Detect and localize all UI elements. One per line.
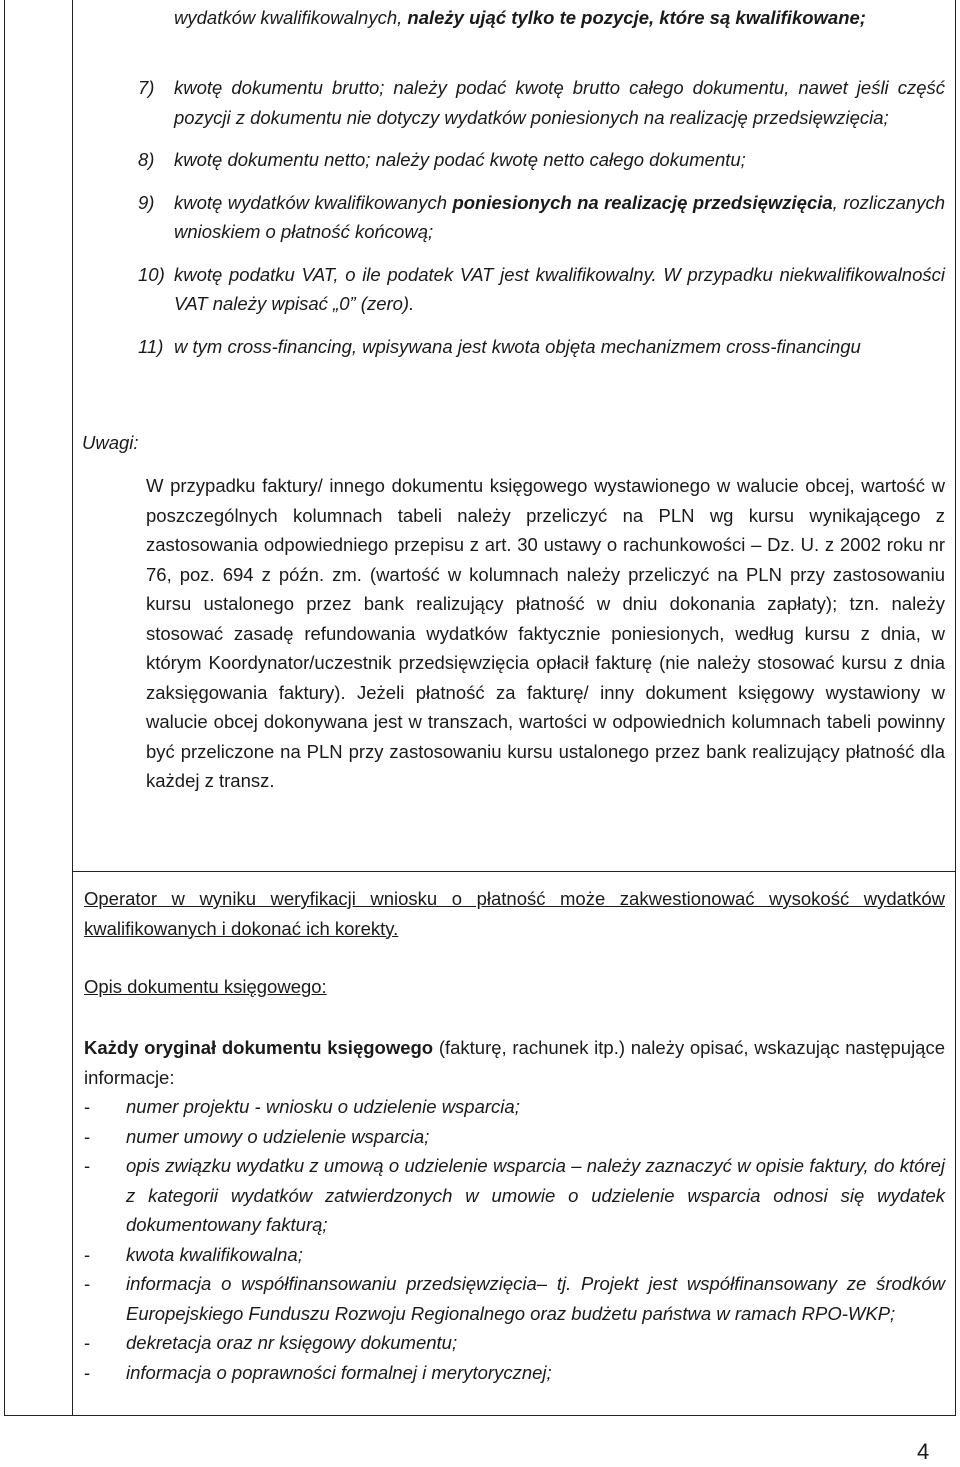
info-item-text: numer umowy o udzielenie wsparcia; [126,1125,430,1147]
list-item-text: w tym cross-financing, wpisywana jest kwota objęta mechanizmem cross-financingu [174,335,861,357]
list-item-text: kwotę dokumentu netto; należy podać kwotę netto całego dokumentu; [174,149,746,170]
list-item-number: 9) [138,191,155,213]
dash-bullet: ‐ [84,1155,91,1176]
list-item-number: 10) [138,263,165,285]
info-item [84,1240,945,1270]
list-item-text-c: , rozliczanych wnioskiem o płatność końcową; [174,191,946,242]
list-item [138,332,945,362]
uwagi-label: Uwagi: [82,432,139,453]
info-item-text: kwota kwalifikowalna; [126,1243,303,1265]
intro-rest: (fakturę, rachunek itp.) należy opisać, wskazując następujące informacje: [84,1037,946,1088]
info-item [84,1328,945,1358]
list-item [138,188,945,247]
currency-note: W przypadku faktury/ innego dokumentu księgowego wystawionego w walucie obcej, wartość w poszczególnych kolumnach tabeli należy przeliczyć na PLN wg kursu wynikającego z zastosowania odpowiedniego przepisu z art. 30 ustawy o rachunkowości – Dz. U. z 2002 roku nr 76, poz. 694 z późn. zm. (wartość w kolumnach należy przeliczyć na PLN przy zastosowaniu kursu ustalonego przez bank realizujący płatność w dniu dokonania zapłaty); tzn. należy stosować zasadę refundowania wydatków faktycznie poniesionych, według kursu z dnia, w którym Koordynator/uczestnik przedsięwzięcia opłacił fakturę (nie należy stosować kursu z dnia zaksięgowania faktury). Jeżeli płatność za fakturę/ inny dokument księgowy wystawiony w walucie obcej dokonywana jest w transzach, wartości w odpowiednich kolumnach tabeli powinny być przeliczone na PLN przy zastosowaniu kursu ustalonego przez bank realizujący płatność dla każdej z transz. [146,475,945,791]
info-item-text: informacja o współfinansowaniu przedsięwzięcia– tj. Projekt jest współfinansowany ze środków Europejskiego Funduszu Rozwoju Regionalnego oraz budżetu państwa w ramach RPO-WKP; [126,1273,945,1324]
dash-bullet: ‐ [84,1273,91,1294]
intro-paragraph [84,1033,945,1092]
row-divider [72,871,956,872]
list-item-text-bold: poniesionych na realizację przedsięwzięcia [452,191,833,213]
continuation-text-a: wydatków kwalifikowalnych, [174,7,408,28]
dash-bullet: ‐ [84,1125,91,1147]
list-item-text: kwotę podatku VAT, o ile podatek VAT jest kwalifikowalny. W przypadku niekwalifikowalności VAT należy wpisać „0” (zero). [174,263,945,314]
intro-bold: Każdy oryginał dokumentu księgowego [84,1037,434,1058]
continuation-text [174,3,945,33]
info-item-text: dekretacja oraz nr księgowy dokumentu; [126,1332,458,1353]
list-item [138,73,945,132]
info-item [84,1122,945,1152]
dash-bullet: ‐ [84,1361,91,1383]
info-item [84,1358,945,1388]
info-item [84,1151,945,1240]
list-item-text: kwotę dokumentu brutto; należy podać kwotę brutto całego dokumentu, nawet jeśli część pozycji z dokumentu nie dotyczy wydatków poniesionych na realizację przedsięwzięcia; [174,77,945,128]
list-item [138,260,945,319]
column-divider [72,0,73,1416]
info-list [84,1092,945,1387]
dash-bullet: ‐ [84,1096,91,1117]
dash-bullet: ‐ [84,1243,91,1265]
list-item-number: 8) [138,149,155,170]
list-item-text-a: kwotę wydatków kwalifikowanych [174,191,453,213]
continuation-text-b: należy ująć tylko te pozycje, które są kwalifikowane; [407,7,866,28]
info-item [84,1269,945,1328]
list-item-number: 11) [138,335,164,357]
list-item [138,145,945,175]
info-item-text: opis związku wydatku z umową o udzielenie wsparcia – należy zaznaczyć w opisie faktury, do której z kategorii wydatków zatwierdzonych w umowie o udzielenie wsparcia odnosi się wydatek dokumentowany fakturą; [126,1155,945,1235]
info-item [84,1092,945,1122]
operator-statement: Operator w wyniku weryfikacji wniosku o płatność może zakwestionować wysokość wydatków kwalifikowanych i dokonać ich korekty. [84,888,945,939]
info-item-text: numer projektu - wniosku o udzielenie wsparcia; [126,1096,520,1117]
field-list [138,73,945,374]
info-item-text: informacja o poprawności formalnej i merytorycznej; [126,1361,552,1383]
dash-bullet: ‐ [84,1332,91,1353]
section-title: Opis dokumentu księgowego: [84,976,327,997]
page-number: 4 [917,1439,930,1464]
list-item-number: 7) [138,77,155,98]
